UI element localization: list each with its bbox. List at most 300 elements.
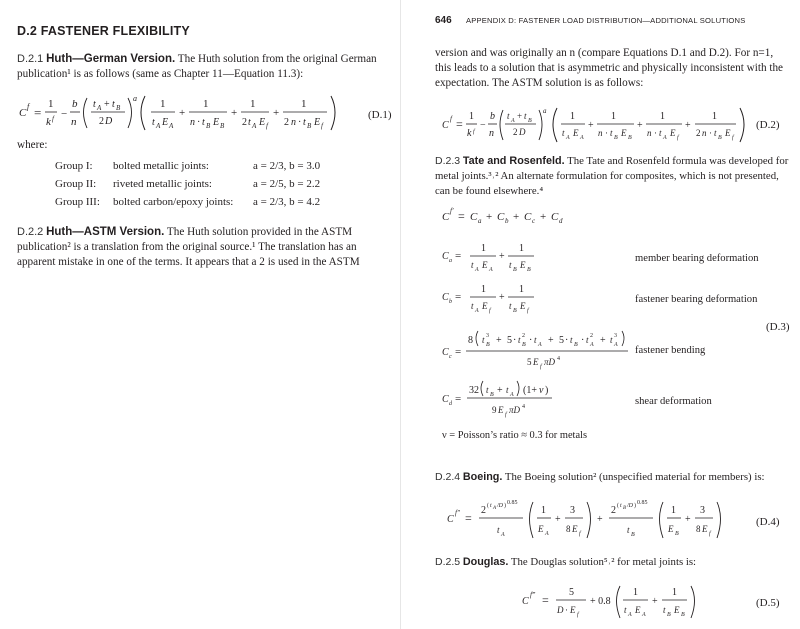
svg-text:3: 3 xyxy=(570,505,575,516)
huth-astm-paragraph xyxy=(17,225,397,270)
group-description: bolted metallic joints: xyxy=(113,160,209,172)
svg-text:n: n xyxy=(489,128,494,139)
svg-text:B: B xyxy=(628,135,632,141)
svg-text:b: b xyxy=(505,217,509,225)
svg-text:C: C xyxy=(524,211,532,223)
svg-text:f‴: f‴ xyxy=(530,591,535,599)
svg-text:A: A xyxy=(510,392,514,398)
svg-text:=: = xyxy=(456,117,463,131)
svg-text:1: 1 xyxy=(301,98,307,110)
svg-text:A: A xyxy=(545,531,549,537)
svg-text:E: E xyxy=(538,524,544,534)
svg-text:E: E xyxy=(482,260,488,270)
svg-text:f: f xyxy=(527,308,529,314)
svg-text:2: 2 xyxy=(99,116,104,127)
svg-text:A: A xyxy=(493,506,497,511)
svg-text:B: B xyxy=(623,506,627,511)
subsection-number: D.2.5 xyxy=(435,556,461,568)
svg-text:E: E xyxy=(635,605,641,615)
section-title: D.2 FASTENER FLEXIBILITY xyxy=(17,24,190,38)
svg-text:·: · xyxy=(605,128,608,138)
svg-text:t: t xyxy=(112,99,115,110)
svg-text:t: t xyxy=(586,335,589,345)
svg-text:=: = xyxy=(458,209,465,223)
svg-text:t: t xyxy=(714,128,717,138)
group-name: Group III: xyxy=(55,196,100,208)
group-name: Group I: xyxy=(55,160,93,172)
svg-text:b: b xyxy=(72,98,78,110)
svg-text:·: · xyxy=(298,117,302,128)
svg-text:B: B xyxy=(631,532,635,538)
svg-text:B: B xyxy=(522,342,526,348)
svg-text:B: B xyxy=(490,392,494,398)
svg-text:4: 4 xyxy=(522,404,525,410)
svg-text:A: A xyxy=(580,135,584,141)
equation-d2 xyxy=(440,104,750,146)
svg-text:f: f xyxy=(27,102,30,111)
svg-text:·: · xyxy=(709,128,712,138)
svg-text:C: C xyxy=(522,596,529,607)
svg-text:A: A xyxy=(590,342,594,348)
svg-text:n: n xyxy=(647,128,652,138)
svg-text:f: f xyxy=(321,122,323,130)
svg-text:/D: /D xyxy=(497,503,503,509)
svg-text:E: E xyxy=(621,128,627,138)
subsection-number: D.2.1 xyxy=(17,53,44,65)
svg-text:D: D xyxy=(105,116,113,127)
svg-text:A: A xyxy=(252,122,257,130)
svg-text:t: t xyxy=(509,260,512,270)
svg-text:A: A xyxy=(156,122,161,130)
svg-text:A: A xyxy=(538,342,542,348)
svg-text:2: 2 xyxy=(611,505,616,516)
svg-text:·: · xyxy=(513,335,517,346)
svg-text:0.85: 0.85 xyxy=(637,500,648,506)
svg-text:B: B xyxy=(486,342,490,348)
svg-text:t: t xyxy=(303,117,306,128)
svg-text:f″: f″ xyxy=(455,509,460,517)
term-label: shear deformation xyxy=(635,396,712,407)
svg-text:+: + xyxy=(548,335,554,346)
svg-text:2: 2 xyxy=(242,117,247,128)
douglas-paragraph xyxy=(435,555,696,570)
svg-text:C: C xyxy=(447,514,454,525)
svg-text:f: f xyxy=(52,115,54,123)
svg-text:·: · xyxy=(529,335,533,346)
svg-text:+: + xyxy=(496,335,502,346)
svg-text:f: f xyxy=(677,135,679,141)
svg-text:2: 2 xyxy=(522,333,525,339)
svg-text:+: + xyxy=(231,107,238,119)
svg-text:1: 1 xyxy=(519,284,524,295)
svg-text:t: t xyxy=(610,128,613,138)
svg-text:t: t xyxy=(490,503,492,509)
svg-text:E: E xyxy=(498,405,504,415)
svg-text:=: = xyxy=(34,105,42,120)
svg-text:n: n xyxy=(291,117,296,128)
svg-text:·: · xyxy=(565,605,568,615)
svg-text:(1+: (1+ xyxy=(523,385,537,396)
svg-text:=: = xyxy=(465,511,472,525)
svg-text:πD: πD xyxy=(544,357,556,367)
svg-text:+: + xyxy=(555,514,561,525)
svg-text:E: E xyxy=(520,260,526,270)
svg-text:4: 4 xyxy=(557,356,560,362)
svg-text:E: E xyxy=(572,524,578,534)
svg-text:+: + xyxy=(273,107,280,119)
svg-text:C: C xyxy=(442,120,449,131)
svg-text:f: f xyxy=(266,122,268,130)
subsection-number: D.2.2 xyxy=(17,226,44,238)
svg-text:B: B xyxy=(681,612,685,618)
svg-text:A: A xyxy=(663,135,667,141)
group-params: a = 2/3, b = 3.0 xyxy=(253,160,321,172)
svg-text:b: b xyxy=(449,299,452,305)
svg-text:t: t xyxy=(152,117,155,128)
svg-text:1: 1 xyxy=(671,505,676,516)
svg-text:a: a xyxy=(133,94,137,103)
svg-text:5: 5 xyxy=(569,587,574,598)
svg-text:·: · xyxy=(581,335,585,346)
equation-cd xyxy=(440,378,580,422)
svg-text:B: B xyxy=(528,118,532,124)
running-head: APPENDIX D: FASTENER LOAD DISTRIBUTION—ADDITIONAL SOLUTIONS xyxy=(466,16,746,25)
svg-text:t: t xyxy=(624,605,627,615)
svg-text:E: E xyxy=(573,128,579,138)
svg-text:=: = xyxy=(455,250,462,262)
svg-text:+: + xyxy=(499,292,505,303)
svg-text:A: A xyxy=(489,267,493,273)
svg-text:+: + xyxy=(685,120,691,131)
group-params: a = 2/5, b = 2.2 xyxy=(253,178,321,190)
svg-text:5: 5 xyxy=(507,335,512,346)
svg-text:E: E xyxy=(314,117,321,128)
svg-text:D: D xyxy=(557,605,564,615)
where-label: where: xyxy=(17,139,48,151)
equation-ca xyxy=(440,240,560,274)
svg-text:C: C xyxy=(442,211,450,223)
svg-text:1: 1 xyxy=(250,98,256,110)
svg-text:3: 3 xyxy=(614,333,617,339)
svg-text:1: 1 xyxy=(541,505,546,516)
svg-text:): ) xyxy=(634,503,636,509)
svg-text:2: 2 xyxy=(284,117,289,128)
svg-text:πD: πD xyxy=(509,405,521,415)
svg-text:t: t xyxy=(524,111,527,121)
svg-text:2: 2 xyxy=(696,128,701,138)
svg-text:f: f xyxy=(577,612,579,618)
svg-text:a: a xyxy=(543,107,547,115)
svg-text:B: B xyxy=(667,612,671,618)
svg-text:+: + xyxy=(497,385,503,396)
svg-text:8: 8 xyxy=(468,335,473,346)
subsection-title: Boeing. xyxy=(462,471,503,483)
svg-text:t: t xyxy=(471,260,474,270)
svg-text:5: 5 xyxy=(527,357,532,367)
svg-text:B: B xyxy=(718,135,722,141)
paragraph-text: The Tate and Rosenfeld formula was developed for xyxy=(567,155,789,167)
subsection-title: Tate and Rosenfeld. xyxy=(462,155,565,167)
svg-text:3: 3 xyxy=(486,333,489,339)
svg-text:C: C xyxy=(442,251,449,262)
svg-text:+ 0.8: + 0.8 xyxy=(590,596,611,607)
subsection-number: D.2.4 xyxy=(435,471,461,483)
svg-text:8: 8 xyxy=(696,524,701,534)
svg-text:B: B xyxy=(675,531,679,537)
subsection-title: Huth—ASTM Version. xyxy=(46,226,165,238)
svg-text:+: + xyxy=(104,99,110,110)
svg-text:d: d xyxy=(449,401,452,407)
svg-text:A: A xyxy=(475,267,479,273)
huth-german-paragraph xyxy=(17,52,397,82)
svg-text:+: + xyxy=(499,251,505,262)
svg-text:9: 9 xyxy=(492,405,497,415)
svg-text:t: t xyxy=(663,605,666,615)
paragraph-text: The Huth solution from the original German xyxy=(177,53,377,65)
svg-text:5: 5 xyxy=(559,335,564,346)
svg-text:A: A xyxy=(642,612,646,618)
astm-continuation xyxy=(435,46,790,91)
svg-text:+: + xyxy=(513,211,520,223)
term-label: fastener bending xyxy=(635,345,706,356)
svg-text:t: t xyxy=(93,99,96,110)
svg-text:): ) xyxy=(545,385,549,396)
svg-text:): ) xyxy=(504,503,506,509)
paragraph-text: metal joints.³˒² An alternate formulation for composites, which is not presented, xyxy=(435,170,779,182)
svg-text:E: E xyxy=(668,524,674,534)
svg-text:b: b xyxy=(490,111,495,122)
svg-text:=: = xyxy=(455,346,462,358)
equation-d3-sum xyxy=(440,204,640,228)
svg-text:t: t xyxy=(534,335,537,345)
svg-text:t: t xyxy=(202,117,205,128)
paragraph-text: can be found elsewhere.⁴ xyxy=(435,185,544,197)
svg-text:1: 1 xyxy=(660,111,665,122)
svg-text:A: A xyxy=(97,104,102,112)
svg-text:=: = xyxy=(542,593,549,607)
svg-text:k: k xyxy=(467,128,472,139)
svg-text:+: + xyxy=(685,514,691,525)
svg-text:C: C xyxy=(442,347,449,358)
svg-text:t: t xyxy=(506,385,509,395)
subsection-title: Huth—German Version. xyxy=(46,53,176,65)
svg-text:f: f xyxy=(505,412,507,418)
svg-text:B: B xyxy=(614,135,618,141)
svg-text:f: f xyxy=(732,135,734,141)
svg-text:t: t xyxy=(627,525,630,535)
svg-text:t: t xyxy=(518,335,521,345)
svg-text:+: + xyxy=(517,111,523,121)
svg-text:+: + xyxy=(486,211,493,223)
svg-text:B: B xyxy=(206,122,211,130)
svg-text:·: · xyxy=(654,128,657,138)
paragraph-text: The Boeing solution² (unspecified material for members) is: xyxy=(504,471,765,483)
svg-text:f: f xyxy=(709,531,711,537)
svg-text:C: C xyxy=(442,394,449,405)
svg-text:B: B xyxy=(574,342,578,348)
poisson-note: ν = Poisson’s ratio ≈ 0.3 for metals xyxy=(442,430,587,441)
boeing-paragraph xyxy=(435,470,765,485)
svg-text:f: f xyxy=(450,115,452,123)
svg-text:t: t xyxy=(659,128,662,138)
equation-number: (D.4) xyxy=(756,516,780,528)
svg-text:d: d xyxy=(559,217,563,225)
svg-text:A: A xyxy=(475,308,479,314)
svg-text:t: t xyxy=(482,335,485,345)
svg-text:C: C xyxy=(19,107,27,119)
svg-text:/D: /D xyxy=(627,503,633,509)
svg-text:B: B xyxy=(513,308,517,314)
svg-text:C: C xyxy=(470,211,478,223)
column-divider xyxy=(400,0,401,629)
paragraph-text: expectation. The ASTM solution is as follows: xyxy=(435,77,644,89)
svg-text:t: t xyxy=(610,335,613,345)
svg-text:n: n xyxy=(598,128,603,138)
svg-text:t: t xyxy=(248,117,251,128)
svg-text:A: A xyxy=(614,342,618,348)
svg-text:1: 1 xyxy=(160,98,166,110)
page-number: 646 xyxy=(435,15,452,26)
svg-text:2: 2 xyxy=(481,505,486,516)
svg-text:1: 1 xyxy=(481,284,486,295)
svg-text:E: E xyxy=(670,128,676,138)
svg-text:−: − xyxy=(480,120,486,131)
svg-text:k: k xyxy=(46,116,51,128)
paragraph-text: publication¹ is as follows (same as Chapter 11—Equation 11.3): xyxy=(17,68,304,80)
svg-text:f′: f′ xyxy=(450,207,454,215)
svg-text:1: 1 xyxy=(712,111,717,122)
group-description: bolted carbon/epoxy joints: xyxy=(113,196,234,208)
svg-text:+: + xyxy=(588,120,594,131)
svg-text:=: = xyxy=(455,291,462,303)
svg-text:t: t xyxy=(620,503,622,509)
svg-text:C: C xyxy=(551,211,559,223)
svg-text:0.85: 0.85 xyxy=(507,500,518,506)
svg-text:+: + xyxy=(652,596,658,607)
equation-d4 xyxy=(445,496,735,546)
svg-text:D: D xyxy=(519,127,526,137)
svg-text:E: E xyxy=(570,605,576,615)
group-description: riveted metallic joints: xyxy=(113,178,212,190)
svg-text:t: t xyxy=(471,301,474,311)
svg-text:t: t xyxy=(570,335,573,345)
svg-text:(: ( xyxy=(617,503,619,509)
svg-text:+: + xyxy=(597,514,603,525)
svg-text:E: E xyxy=(674,605,680,615)
svg-text:f: f xyxy=(540,364,542,370)
svg-text:1: 1 xyxy=(672,587,677,598)
group-name: Group II: xyxy=(55,178,97,190)
svg-text:1: 1 xyxy=(519,243,524,254)
equation-number: (D.2) xyxy=(756,119,780,131)
svg-text:A: A xyxy=(628,612,632,618)
svg-text:E: E xyxy=(482,301,488,311)
svg-text:=: = xyxy=(455,393,462,405)
paragraph-text: The Douglas solution⁵˒² for metal joints is: xyxy=(510,556,697,568)
svg-text:a: a xyxy=(478,217,482,225)
svg-text:E: E xyxy=(725,128,731,138)
term-label: fastener bearing deformation xyxy=(635,294,758,305)
svg-text:A: A xyxy=(169,122,174,130)
paragraph-text: this leads to a solution that is asymmetric and physically inconsistent with the xyxy=(435,62,784,74)
equation-cb xyxy=(440,281,560,315)
svg-text:B: B xyxy=(513,267,517,273)
svg-text:1: 1 xyxy=(633,587,638,598)
svg-text:2: 2 xyxy=(513,127,518,137)
equation-cc xyxy=(440,328,635,372)
svg-text:·: · xyxy=(565,335,569,346)
paragraph-text: apparent mistake in one of the terms. It appears that a 2 is used in the ASTM xyxy=(17,256,360,268)
svg-text:1: 1 xyxy=(611,111,616,122)
svg-text:f: f xyxy=(473,129,475,135)
svg-text:a: a xyxy=(449,258,452,264)
svg-text:t: t xyxy=(497,525,500,535)
paragraph-text: The Huth solution provided in the ASTM xyxy=(166,226,353,238)
svg-text:1: 1 xyxy=(48,98,54,110)
subsection-number: D.2.3 xyxy=(435,155,461,167)
svg-text:E: E xyxy=(162,117,169,128)
svg-text:B: B xyxy=(307,122,312,130)
svg-text:t: t xyxy=(486,385,489,395)
svg-text:3: 3 xyxy=(700,505,705,516)
svg-text:+: + xyxy=(179,107,186,119)
svg-text:1: 1 xyxy=(469,111,474,122)
svg-text:+: + xyxy=(540,211,547,223)
svg-text:E: E xyxy=(702,524,708,534)
svg-text:B: B xyxy=(220,122,225,130)
svg-text:n: n xyxy=(702,128,707,138)
equation-d1 xyxy=(17,92,362,134)
svg-text:f: f xyxy=(489,308,491,314)
svg-text:E: E xyxy=(533,357,539,367)
svg-text:n: n xyxy=(71,116,77,128)
svg-text:8: 8 xyxy=(566,524,571,534)
paragraph-text: version and was originally an n (compare Equations D.1 and D.2). For n=1, xyxy=(435,47,774,59)
svg-text:A: A xyxy=(501,532,505,538)
subsection-title: Douglas. xyxy=(462,556,509,568)
equation-number: (D.3) xyxy=(766,321,790,333)
svg-text:2: 2 xyxy=(590,333,593,339)
paragraph-text: publication² is a translation from the original source.¹ The translation has an xyxy=(17,241,357,253)
svg-text:1: 1 xyxy=(570,111,575,122)
svg-text:E: E xyxy=(520,301,526,311)
svg-text:E: E xyxy=(213,117,220,128)
svg-text:B: B xyxy=(116,104,121,112)
group-params: a = 2/3, b = 4.2 xyxy=(253,196,321,208)
svg-text:t: t xyxy=(507,111,510,121)
svg-text:·: · xyxy=(197,117,201,128)
svg-text:A: A xyxy=(511,118,515,124)
svg-text:E: E xyxy=(259,117,266,128)
term-label: member bearing deformation xyxy=(635,253,759,264)
equation-number: (D.5) xyxy=(756,597,780,609)
equation-number: (D.1) xyxy=(368,109,392,121)
svg-text:+: + xyxy=(600,335,606,346)
svg-text:(: ( xyxy=(487,503,489,509)
svg-text:32: 32 xyxy=(469,385,479,396)
svg-text:n: n xyxy=(190,117,195,128)
svg-text:ν: ν xyxy=(539,385,544,396)
svg-text:1: 1 xyxy=(203,98,209,110)
svg-text:−: − xyxy=(61,108,68,120)
svg-text:C: C xyxy=(442,292,449,303)
svg-text:c: c xyxy=(449,354,452,360)
svg-text:C: C xyxy=(497,211,505,223)
svg-text:t: t xyxy=(562,128,565,138)
svg-text:f: f xyxy=(579,531,581,537)
svg-text:c: c xyxy=(532,217,536,225)
svg-text:B: B xyxy=(527,267,531,273)
